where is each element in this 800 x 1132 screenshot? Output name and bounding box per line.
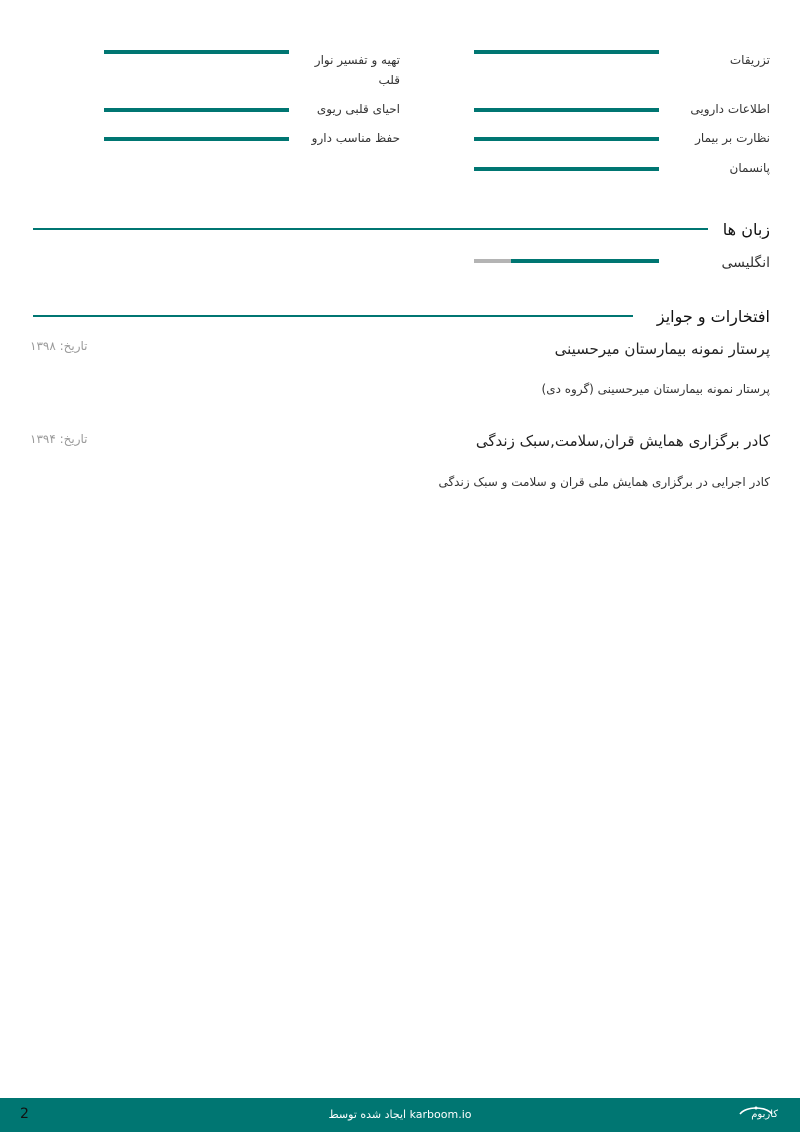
- skill-bar-injections: [474, 50, 659, 54]
- skill-bar-fill: [474, 137, 659, 141]
- skill-bar-fill: [474, 50, 659, 54]
- award-date: تاریخ: ۱۳۹۸: [30, 339, 88, 353]
- award-description: پرستار نمونه بیمارستان میرحسینی (گروه دی): [541, 382, 770, 396]
- languages-section-title: زبان ها: [722, 220, 770, 239]
- skill-label-drug-storage: حفظ مناسب دارو: [311, 131, 400, 145]
- skill-label-ecg: تهیه و تفسیر نوار قلب: [314, 53, 400, 87]
- skill-label-drug-information: اطلاعات دارویی: [690, 102, 770, 116]
- language-label-english: انگلیسی: [721, 255, 770, 271]
- skill-label-cpr: احیای قلبی ریوی: [316, 102, 400, 116]
- skill-bar-fill: [474, 108, 659, 112]
- skill-bar-cpr: [104, 108, 289, 112]
- skill-bar-patient-monitoring: [474, 137, 659, 141]
- language-bar-english: [474, 259, 659, 263]
- page-number: 2: [20, 1106, 29, 1122]
- footer-credit[interactable]: ایجاد شده توسط karboom.io: [328, 1108, 472, 1121]
- skill-bar-drug-information: [474, 108, 659, 112]
- skill-bar-fill: [104, 108, 289, 112]
- award-description: کادر اجرایی در برگزاری همایش ملی قران و سلامت و سبک زندگی: [438, 475, 770, 489]
- award-title: کادر برگزاری همایش قران,سلامت,سبک زندگی: [475, 432, 770, 450]
- skill-label-injections: تزریقات: [729, 53, 770, 67]
- award-title: پرستار نمونه بیمارستان میرحسینی: [554, 340, 770, 358]
- skill-bar-fill: [104, 50, 289, 54]
- awards-section-rule: [33, 315, 633, 317]
- page-footer: [0, 1098, 800, 1132]
- award-date: تاریخ: ۱۳۹۴: [30, 432, 88, 446]
- skill-bar-ecg: [104, 50, 289, 54]
- skill-bar-fill: [474, 167, 659, 171]
- language-bar-fill: [511, 259, 659, 263]
- skill-label-patient-monitoring: نظارت بر بیمار: [695, 131, 770, 145]
- logo-text: کاربوم: [751, 1109, 778, 1120]
- awards-section-title: افتخارات و جوایز: [656, 307, 770, 326]
- skill-bar-dressing: [474, 167, 659, 171]
- skill-bar-drug-storage: [104, 137, 289, 141]
- languages-section-rule: [33, 228, 708, 230]
- skill-label-dressing: پانسمان: [729, 161, 770, 175]
- skill-bar-fill: [104, 137, 289, 141]
